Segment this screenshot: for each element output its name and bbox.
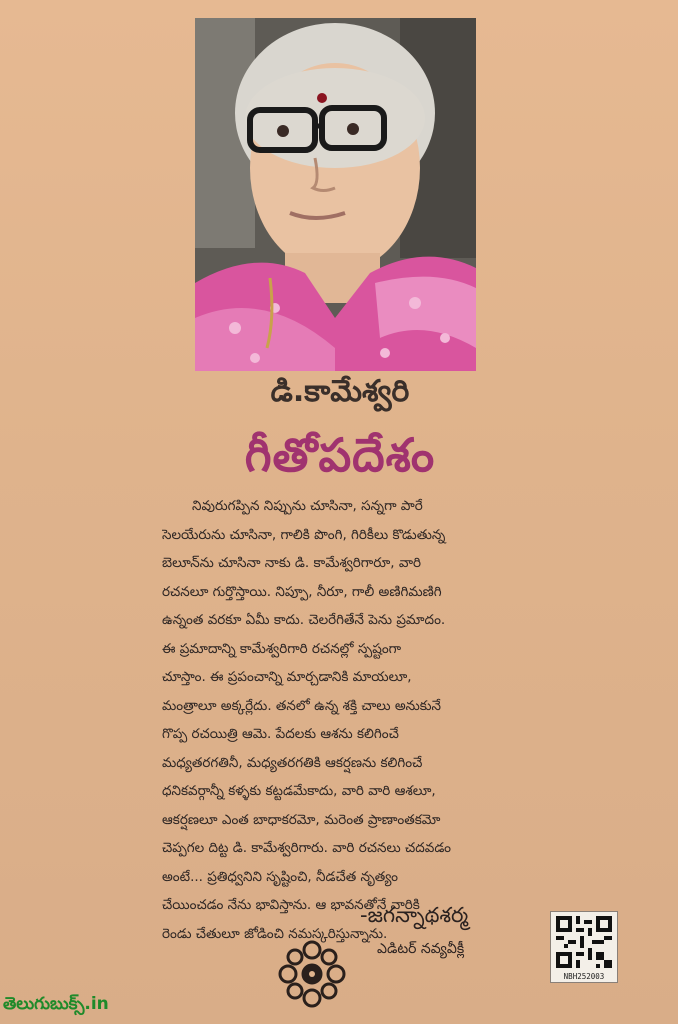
watermark-text: తెలుగుబుక్స్.in: [3, 994, 109, 1014]
blurb-line: ధనికవర్గాన్నీ కళ్ళకు కట్టడమేకాదు, వారి వారి ఆశలూ,: [162, 783, 436, 799]
blurb-line: అంటే... ప్రతిధ్వనిని సృష్టించి, నీడచేత నృత్యం: [162, 868, 398, 885]
qr-code-icon: [556, 916, 612, 968]
blurb-line: గొప్ప రచయిత్రి ఆమె. పేదలకు ఆశను కలిగించే: [162, 726, 399, 742]
blurb-line: ఉన్నంత వరకూ ఏమీ కాదు. చెలరేగితేనే పెను ప్రమాదం.: [162, 612, 446, 628]
author-name: డి.కామేశ్వరి: [270, 374, 410, 409]
blurb-line: మంత్రాలూ అక్కర్లేదు. తనలో ఉన్న శక్తి చాలు అనుకునే: [162, 697, 441, 714]
blurb-paragraph: [162, 492, 498, 948]
blurb-line: ఈ ప్రమాదాన్ని కామేశ్వరిగారి రచనల్లో స్పష్టంగా: [162, 640, 402, 657]
blurb-line: చెప్పగల దిట్ట డి. కామేశ్వరిగారు. వారి రచనలు చదవడం: [162, 840, 452, 856]
qr-code: [550, 911, 618, 983]
author-portrait-icon: [195, 18, 476, 371]
blurb-line: ఆకర్షణలూ ఎంత బాధాకరమో, మరెంత ప్రాణాంతకమో: [162, 811, 441, 828]
blurb-line: మధ్యతరగతినీ, మధ్యతరగతికి ఆకర్షణను కలిగించే: [162, 754, 423, 771]
blurb-line: సెలయేరును చూసినా, గాలికి పొంగి, గిరికీలు కొడుతున్న: [162, 526, 446, 543]
flower-ornament-icon: [276, 938, 348, 1010]
blurb-line: రెండు చేతులూ జోడించి నమస్కరిస్తున్నాను.: [162, 925, 388, 942]
signature-role: ఎడిటర్ నవ్యవీక్లీ: [377, 941, 465, 957]
blurb-signature: -జగన్నాథశర్మ: [360, 903, 469, 927]
book-title: గీతోపదేశం: [244, 428, 436, 482]
qr-code-label: NBH252003: [563, 972, 605, 981]
blurb-line: నివురుగప్పిన నిప్పును చూసినా, సన్నగా పారే: [192, 498, 423, 514]
blurb-line: రచనలూ గుర్తొస్తాయి. నిప్పూ, నీరూ, గాలీ అణిగిమణిగి: [162, 583, 442, 600]
author-portrait-photo: [195, 18, 476, 371]
blurb-line: బెలూన్‌ను చూసినా నాకు డి. కామేశ్వరిగారూ, వారి: [162, 555, 421, 571]
blurb-line: చేయించడం నేను భావిస్తాను. ఆ భావనతోనే వారికి: [162, 897, 420, 913]
blurb-line: చూస్తాం. ఈ ప్రపంచాన్ని మార్చడానికి మాయలూ,: [162, 669, 412, 685]
publisher-watermark: [3, 994, 109, 1018]
